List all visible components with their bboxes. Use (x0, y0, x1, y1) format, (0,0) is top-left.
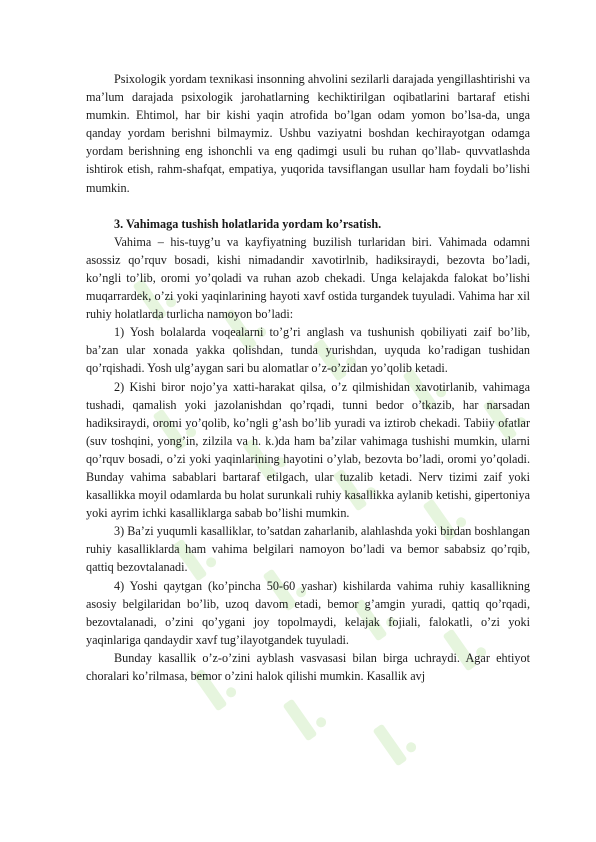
body-paragraph: 3) Ba’zi yuqumli kasalliklar, to’satdan zaharlanib, alahlashda yoki birdan boshlangan ruhiy kasalliklarda ham vahima belgilari namoyon bo’ladi va bemor sababsiz qo’rqib, qattiq bezovtalanadi. (86, 524, 530, 575)
document-page (86, 70, 530, 685)
intro-paragraph: Psixologik yordam texnikasi insonning ahvolini sezilarli darajada yengillashtirishi va ma’lum darajada psixologik jarohatlarning kechiktirilgan oqibatlarini bartaraf etishi mumkin. Ehtimol, har bir kishi yaqin atrofida bo’lgan odam yomon bo’lsa-da, unga qanday yordam berishni bilmaymiz. Ushbu vaziyatni boshdan kechirayotgan odamga yordam berishning eng ishonchli va eng qadimgi usuli bu ruhan qo’llab- quvvatlashda ishtirok etish, rahm-shafqat, empatiya, yuqorida tavsiflangan usullar ham foydali bo’lishi mumkin. (86, 72, 530, 195)
body-paragraph: Bunday kasallik o’z-o’zini ayblash vasvasasi bilan birga uchraydi. Agar ehtiyot choralari ko’rilmasa, bemor o’zini halok qilishi mumkin. Kasallik avj (86, 650, 530, 683)
body-paragraph: 4) Yoshi qaytgan (ko’pincha 50-60 yashar) kishilarda vahima ruhiy kasallikning asosiy belgilaridan bo’lib, uzoq davom etadi, bemor g’amgin yuradi, qattiq qo’rqadi, bezovtalanadi, o’zini qo’ygani joy topolmaydi, kelajak fojiali, falokatli, o’zi yoki yaqinlariga qandaydir xavf tug’ilayotgandek tuyuladi. (86, 578, 530, 647)
body-paragraph: Vahima – his-tuyg’u va kayfiyatning buzilish turlaridan biri. Vahimada odamni asossiz qo’rquv bosadi, kishi nimadandir xavotirlnib, hadiksiraydi, bezovta bo’ladi, ko’ngli to’lib, oromi yo’qoladi va ruhan azob chekadi. Unga kelajakda falokat bo’lishi muqarrardek, o’zi yoki yaqinlarining hayoti xavf ostida turgandek tuyuladi. Vahima har xil ruhiy holatlarda turlicha namoyon bo’ladi: (86, 234, 530, 322)
watermark-mark (282, 690, 329, 742)
body-paragraph: 1) Yosh bolalarda voqealarni to’g’ri anglash va tushunish qobiliyati zaif bo’lib, ba’zan ular xonada yakka qolishdan, tunda yurishdan, uyquda ko’radigan tushidan qo’rqishadi. Yosh ulg’aygan sari bu alomatlar o’z-o’zidan yo’qolib ketadi. (86, 325, 530, 376)
section-heading: 3. Vahimaga tushish holatlarida yordam ko’rsatish. (114, 216, 382, 231)
body-paragraph: 2) Kishi biror nojo’ya xatti-harakat qilsa, o’z qilmishidan xavotirlanib, vahimaga tushadi, qamalish yoki jazolanishdan qo’rqadi, tunni bedor o’tkazib, har narsadan hadiksiraydi, oromi yo’qolib, ko’ngli g’ash bo’lib yuradi va iztirob chekadi. Tabiiy ofatlar (suv toshqini, yong’in, zilzila va h. k.)da ham ba’zilar vahimaga tushishi mumkin, ularni qo’rquv bosadi, o’zi yoki yaqinlarining hayotini o’ylab, bezovta bo’ladi, oromi yo’qoladi. Bunday vahima sabablari bartaraf etilgach, ular tuzalib ketadi. Nerv tizimi zaif yoki kasallikka moyil odamlarda bu holat surunkali ruhiy kasallikka aylanib ketishi, gipertoniya yoki ayrim ichki kasalliklarga sabab bo’lishi mumkin. (86, 379, 530, 521)
watermark-mark (372, 715, 419, 767)
